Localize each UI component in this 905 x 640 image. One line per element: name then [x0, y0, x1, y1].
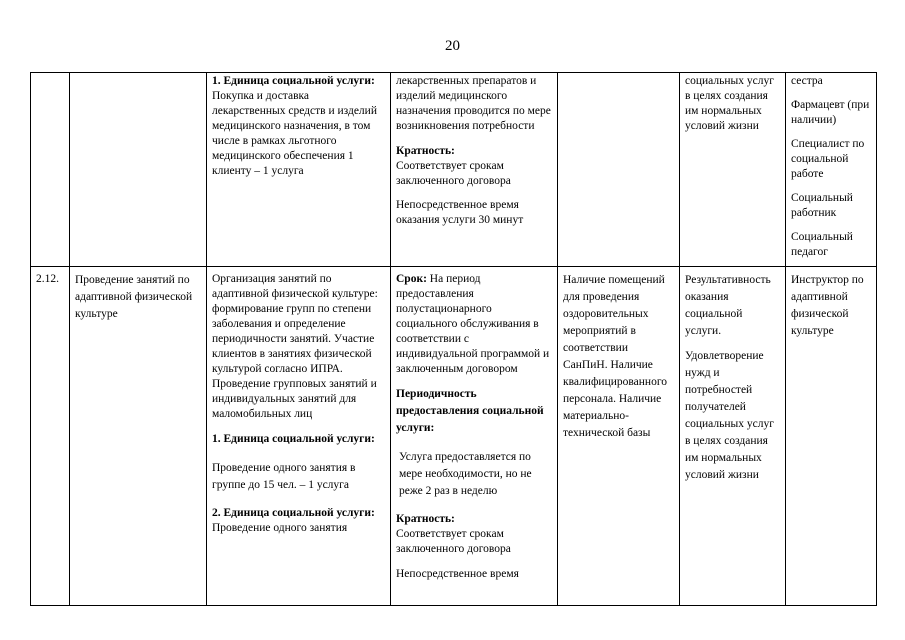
staff-item: Социальный работник — [791, 192, 853, 219]
table-row — [31, 73, 877, 267]
cell-conditions: Наличие помещений для проведения оздоровительных мероприятий в соответствии СанПиН. Наличие квалифицированного персонала. Наличие материально-технической базы — [558, 267, 680, 606]
krat-label: Кратность: — [396, 513, 455, 525]
page-number: 20 — [445, 38, 460, 54]
unit-text: Проведение одного занятия — [212, 522, 348, 534]
unit-text: Проведение одного занятия в группе до 15 чел. – 1 услуга — [212, 462, 356, 491]
unit-heading: 1. Единица социальной услуги: — [212, 433, 375, 445]
cell-service-content — [207, 267, 391, 606]
cell-staff — [786, 73, 877, 267]
cell-conditions — [558, 73, 680, 267]
result-text: Результативность оказания социальной услуги. — [685, 274, 771, 337]
srok — [396, 272, 552, 377]
staff-item: сестра — [791, 75, 823, 87]
unit-heading: 2. Единица социальной услуги: — [212, 507, 375, 519]
unit-heading: 1. Единица социальной услуги: — [212, 75, 375, 87]
period-text: Услуга предоставляется по мере необходимости, но не реже 2 раз в неделю — [399, 451, 532, 497]
krat-text: Соответствует срокам заключенного договора — [396, 528, 511, 555]
cell-terms — [391, 73, 558, 267]
result-text: Удовлетворение нужд и потребностей получателей социальных услуг в целях создания им нормальных условий жизни — [685, 350, 774, 481]
cell-service-name: Проведение занятий по адаптивной физической культуре — [70, 267, 207, 606]
table-row — [31, 267, 877, 606]
staff-item: Социальный педагог — [791, 231, 853, 258]
terms-text: лекарственных препаратов и изделий медицинского назначения проводится по мере возникновения потребности — [396, 75, 551, 132]
krat-text: Соответствует срокам заключенного договора — [396, 160, 511, 187]
cell-number: 2.12. — [31, 267, 70, 606]
time-text: Непосредственное время оказания услуги 30 минут — [396, 199, 524, 226]
cell-staff: Инструктор по адаптивной физической культуре — [786, 267, 877, 606]
cell-service-content — [207, 73, 391, 267]
time-text: Непосредственное время — [396, 568, 519, 580]
staff-item: Фармацевт (при наличии) — [791, 99, 870, 126]
cell-service-name — [70, 73, 207, 267]
krat-label: Кратность: — [396, 145, 455, 157]
cell-result — [680, 267, 786, 606]
period-label: Периодичность предоставления социальной услуги: — [396, 388, 544, 434]
unit-text: Покупка и доставка лекарственных средств и изделий медицинского назначения, в том числе в рамках льготного медицинского обеспечения 1 клиенту – 1 услуга — [212, 90, 377, 177]
srok-label: Срок: — [396, 273, 427, 285]
srok-text: На период предоставления полустационарного социального обслуживания в соответствии с индивидуальной программой и заключенным договором — [396, 273, 550, 375]
services-table — [30, 72, 877, 606]
cell-number — [31, 73, 70, 267]
cell-terms — [391, 267, 558, 606]
staff-item: Специалист по социальной работе — [791, 138, 865, 180]
cell-result: социальных услуг в целях создания им нормальных условий жизни — [680, 73, 786, 267]
service-description: Организация занятий по адаптивной физической культуре: формирование групп по степени заболевания и определение периодичности занятий. Участие клиентов в занятиях физической культурой согласно ИПРА. Проведение групповых занятий и индивидуальных занятий для маломобильных лиц — [212, 273, 378, 420]
